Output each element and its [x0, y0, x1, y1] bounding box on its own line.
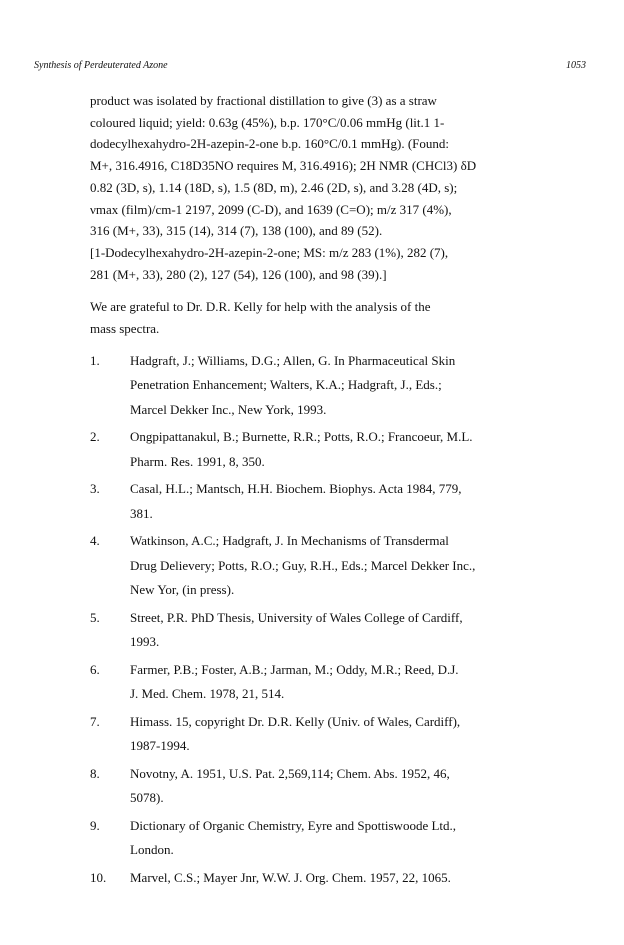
reference-text [130, 762, 530, 811]
reference-number: 3. [90, 481, 100, 497]
reference-number: 9. [90, 817, 100, 833]
reference-text [130, 529, 530, 603]
reference-line: Pharm. Res. 1991, 8, 350. [130, 453, 265, 469]
reference-item [90, 425, 530, 474]
reference-number: 8. [90, 765, 100, 781]
reference-line: Street, P.R. PhD Thesis, University of Wales College of Cardiff, [130, 609, 463, 625]
reference-line: Novotny, A. 1951, U.S. Pat. 2,569,114; Chem. Abs. 1952, 46, [130, 765, 450, 781]
body-line: 0.82 (3D, s), 1.14 (18D, s), 1.5 (8D, m), 2.46 (2D, s), and 3.28 (4D, s); [90, 179, 458, 195]
page-body [90, 90, 530, 893]
reference-line: Marvel, C.S.; Mayer Jnr, W.W. J. Org. Chem. 1957, 22, 1065. [130, 869, 451, 885]
reference-text [130, 658, 530, 707]
reference-number: 2. [90, 429, 100, 445]
body-line: νmax (film)/cm-1 2197, 2099 (C-D), and 1639 (C=O); m/z 317 (4%), [90, 201, 452, 217]
body-line: product was isolated by fractional distillation to give (3) as a straw [90, 93, 437, 108]
reference-item [90, 529, 530, 603]
reference-text [130, 814, 530, 863]
reference-line: Hadgraft, J.; Williams, D.G.; Allen, G. In Pharmaceutical Skin [130, 352, 456, 368]
reference-item [90, 477, 530, 526]
page-number: 1053 [566, 60, 586, 71]
reference-number: 7. [90, 713, 100, 729]
ack-line: We are grateful to Dr. D.R. Kelly for help with the analysis of the [90, 299, 431, 315]
reference-text [130, 606, 530, 655]
reference-line: Himass. 15, copyright Dr. D.R. Kelly (Univ. of Wales, Cardiff), [130, 713, 461, 729]
reference-number: 1. [90, 352, 100, 368]
body-line: M+, 316.4916, C18D35NO requires M, 316.4916); 2H NMR (CHCl3) δD [90, 158, 477, 174]
reference-line: 1987-1994. [130, 738, 190, 754]
running-title: Synthesis of Perdeuterated Azone [34, 60, 168, 71]
reference-line: 381. [130, 505, 153, 521]
body-line: 316 (M+, 33), 315 (14), 314 (7), 138 (100), and 89 (52). [90, 223, 383, 239]
reference-number: 5. [90, 609, 100, 625]
running-header [34, 60, 586, 76]
reference-line: Penetration Enhancement; Walters, K.A.; Hadgraft, J., Eds.; [130, 377, 442, 393]
reference-number: 10. [90, 869, 107, 885]
reference-item [90, 762, 530, 811]
reference-item [90, 710, 530, 759]
reference-list [90, 349, 530, 891]
reference-line: Dictionary of Organic Chemistry, Eyre and Spottiswoode Ltd., [130, 817, 457, 833]
reference-text [130, 349, 530, 423]
ack-line: mass spectra. [90, 321, 160, 337]
body-line: dodecylhexahydro-2H-azepin-2-one b.p. 160°C/0.1 mmHg). (Found: [90, 136, 450, 152]
body-line: coloured liquid; yield: 0.63g (45%), b.p. 170°C/0.06 mmHg (lit.1 1- [90, 114, 445, 130]
reference-number: 4. [90, 533, 100, 549]
reference-item [90, 814, 530, 863]
reference-text [130, 477, 530, 526]
reference-item [90, 606, 530, 655]
reference-line: Drug Delievery; Potts, R.O.; Guy, R.H., Eds.; Marcel Dekker Inc., [130, 557, 476, 573]
reference-text [130, 425, 530, 474]
reference-line: Marcel Dekker Inc., New York, 1993. [130, 401, 327, 417]
body-line: 281 (M+, 33), 280 (2), 127 (54), 126 (100), and 98 (39).] [90, 266, 387, 282]
reference-line: Casal, H.L.; Mantsch, H.H. Biochem. Biophys. Acta 1984, 779, [130, 481, 462, 497]
reference-text [130, 866, 530, 891]
reference-line: Ongpipattanakul, B.; Burnette, R.R.; Potts, R.O.; Francoeur, M.L. [130, 429, 473, 445]
reference-item [90, 658, 530, 707]
body-line: [1-Dodecylhexahydro-2H-azepin-2-one; MS: m/z 283 (1%), 282 (7), [90, 244, 449, 260]
reference-line: J. Med. Chem. 1978, 21, 514. [130, 686, 285, 702]
reference-line: 1993. [130, 634, 160, 650]
acknowledgement [90, 296, 530, 339]
reference-number: 6. [90, 661, 100, 677]
reference-line: Farmer, P.B.; Foster, A.B.; Jarman, M.; Oddy, M.R.; Reed, D.J. [130, 661, 459, 677]
reference-line: New Yor, (in press). [130, 582, 235, 598]
experimental-paragraph [90, 90, 530, 285]
reference-line: Watkinson, A.C.; Hadgraft, J. In Mechanisms of Transdermal [130, 533, 449, 549]
reference-text [130, 710, 530, 759]
reference-item [90, 349, 530, 423]
reference-line: 5078). [130, 790, 164, 806]
reference-item [90, 866, 530, 891]
reference-line: London. [130, 842, 174, 858]
